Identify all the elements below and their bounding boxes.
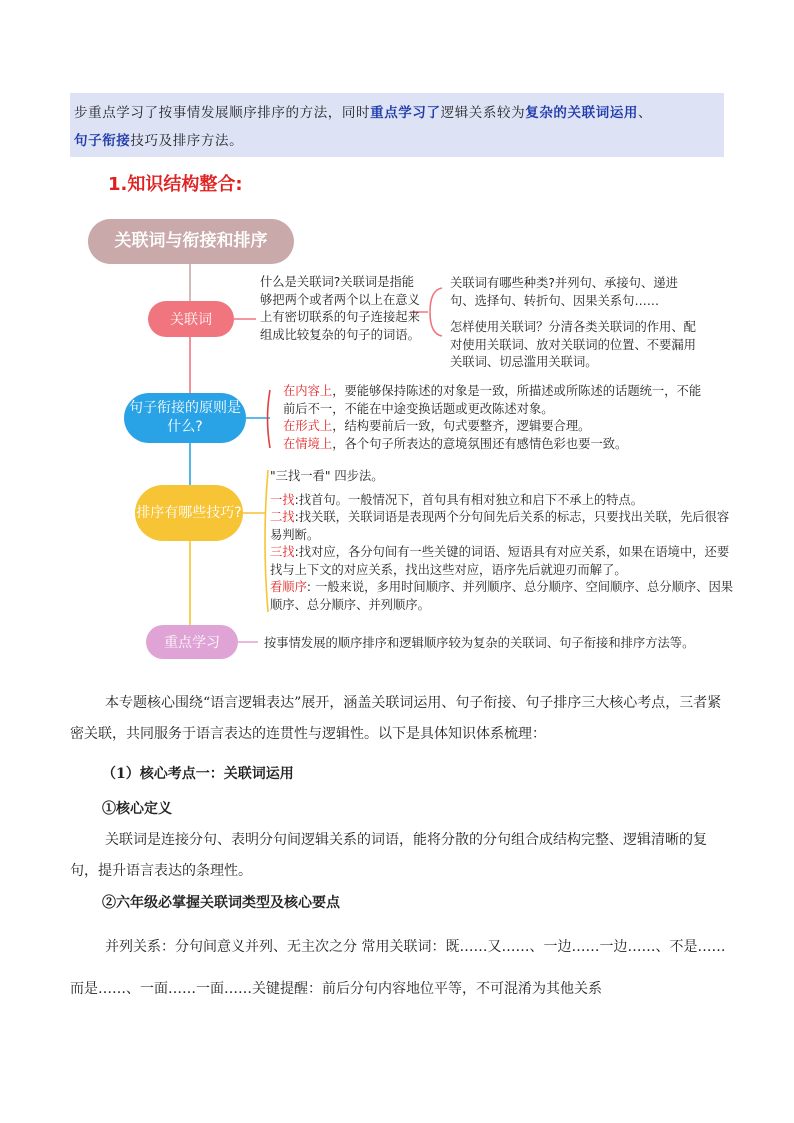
parallel-relation-paragraph: 并列关系：分句间意义并列、无主次之分 常用关联词：既……又……、一边……一边……、不是……而是……、一面……一面……关键提醒：前后分句内容地位平等，不可混淆为其他关系 (70, 939, 726, 997)
heading-core-point-1: （1）核心考点一：关联词运用 (102, 766, 294, 782)
key-learning-text: 按事情发展的顺序排序和逻辑顺序较为复杂的关联词、句子衔接和排序方法等。 (264, 636, 695, 650)
node-conjunctions: 关联词 (148, 301, 234, 337)
ordering-tag: 二找 (270, 510, 295, 524)
node-sentence-cohesion: 句子衔接的原则是什么? (124, 393, 246, 443)
heading-conjunction-types: ②六年级必掌握关联词类型及核心要点 (102, 895, 340, 911)
ordering-line (270, 509, 740, 544)
conjunction-usage: 怎样使用关联词？分清各类关联词的作用、配对使用关联词、放对关联词的位置、不要漏用关联词、切忌滥用关联词。 (450, 320, 696, 369)
intro-part4: 技巧及排序方法。 (130, 133, 244, 149)
ordering-skills (270, 468, 740, 614)
cohesion-text: ，结构要前后一致，句式要整齐，逻辑要合理。 (332, 419, 591, 433)
ordering-tag: 三找 (270, 545, 295, 559)
heading-core-definition: ①核心定义 (102, 801, 172, 817)
cohesion-principles (283, 383, 703, 453)
ordering-text: : 一般来说，多用时间顺序、并列顺序、总分顺序、空间顺序、总分顺序、因果顺序、总分顺序、并列顺序。 (270, 580, 734, 612)
cohesion-line (283, 418, 703, 436)
ordering-tag: 看顺序 (270, 580, 307, 594)
cohesion-line (283, 383, 703, 418)
ordering-line (270, 544, 740, 579)
intro-part2: 逻辑关系较为 (440, 105, 526, 121)
ordering-text: :找首句。一般情况下，首句具有相对独立和启下不承上的特点。 (294, 492, 644, 507)
section-title: 1.知识结构整合: (108, 174, 243, 195)
ordering-tag: 一找 (270, 492, 295, 507)
definition-paragraph: 关联词是连接分句、表明分句间逻辑关系的词语，能将分散的分句组合成结构完整、逻辑清晰的复句，提升语言表达的条理性。 (70, 832, 707, 879)
node-key-learning: 重点学习 (146, 625, 238, 659)
cohesion-text: ，各个句子所表达的意境氛围还有感情色彩也要一致。 (332, 436, 628, 451)
cohesion-tag: 在情境上 (283, 436, 333, 451)
cohesion-line (283, 436, 703, 454)
ordering-line (270, 579, 740, 614)
cohesion-tag: 在内容上 (283, 384, 333, 398)
ordering-line (270, 492, 740, 510)
intro-highlight-3: 句子衔接 (74, 133, 131, 149)
cohesion-tag: 在形式上 (283, 419, 333, 433)
intro-paragraph: 本专题核心围绕“语言逻辑表达”展开，涵盖关联词运用、句子衔接、句子排序三大核心考点，三者紧密关联，共同服务于语言表达的连贯性与逻辑性。以下是具体知识体系梳理： (70, 695, 722, 742)
node-ordering-skills: 排序有哪些技巧? (135, 485, 243, 541)
conjunction-definition: 什么是关联词?关联词是指能够把两个或者两个以上在意义上有密切联系的句子连接起来组成比较复杂的句子的词语。 (260, 275, 420, 342)
intro-highlight-2: 复杂的关联词运用 (525, 105, 639, 121)
intro-part3: 、 (638, 105, 653, 121)
ordering-text: :找关联，关联词语是表现两个分句间先后关系的标志，只要找出关联，先后很容易判断。 (270, 510, 730, 542)
conjunction-kinds: 关联词有哪些种类?并列句、承接句、递进句、选择句、转折句、因果关系句…… (450, 276, 678, 308)
ordering-intro: "三找一看" 四步法。 (270, 469, 384, 483)
ordering-text: :找对应，各分句间有一些关键的词语、短语具有对应关系，如果在语境中，还要找与上下文的对应关系，找出这些对应，语序先后就迎刃而解了。 (270, 545, 730, 577)
cohesion-text: ，要能够保持陈述的对象是一致，所描述或所陈述的话题统一，不能前后不一，不能在中途变换话题或更改陈述对象。 (283, 384, 702, 416)
intro-part1: 步重点学习了按事情发展顺序排序的方法，同时 (74, 105, 371, 121)
intro-highlight-1: 重点学习了 (370, 105, 441, 121)
mindmap-root: 关联词与衔接和排序 (88, 219, 294, 264)
